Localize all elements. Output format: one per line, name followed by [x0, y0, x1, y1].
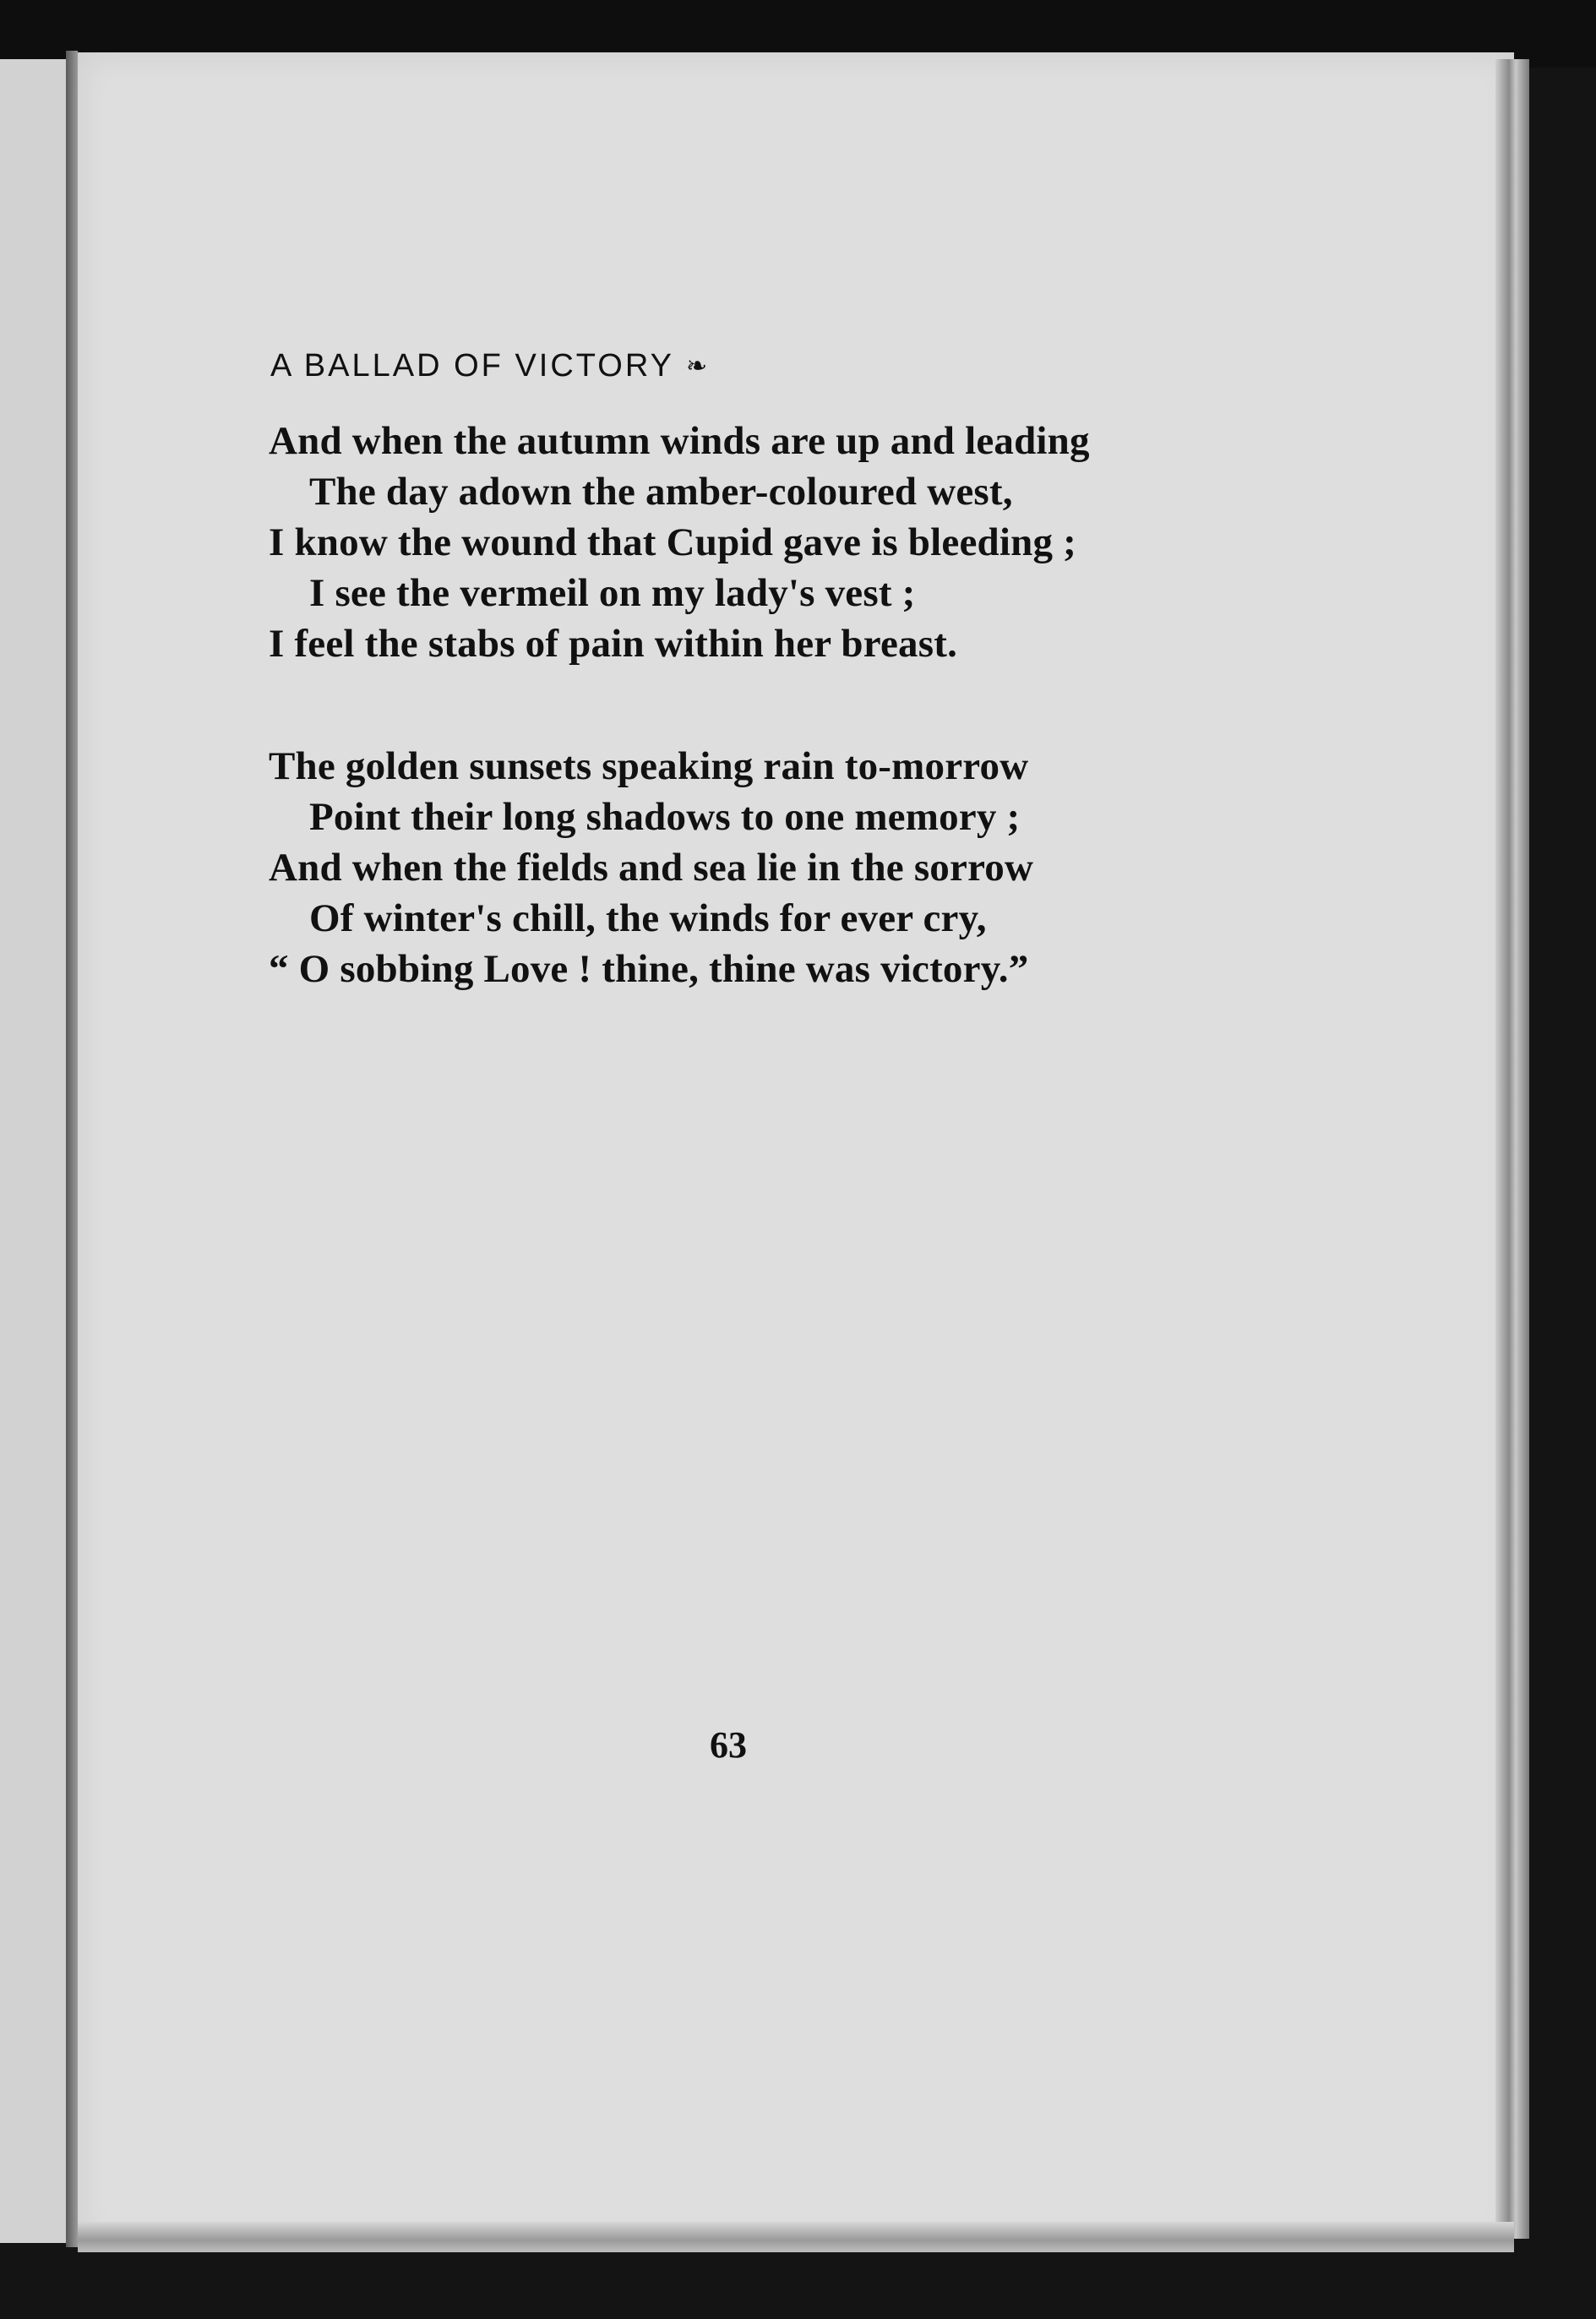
stanza-2	[269, 741, 1033, 994]
page-edge-bottom	[78, 2222, 1514, 2252]
running-head	[270, 348, 710, 384]
poem-line: “ O sobbing Love ! thine, thine was victory.”	[269, 947, 1029, 991]
page-number: 63	[710, 1724, 747, 1766]
gutter-shadow	[66, 51, 78, 2247]
running-head-title: A BALLAD OF VICTORY	[270, 348, 674, 384]
poem-line: Point their long shadows to one memory ;	[309, 795, 1021, 839]
page-edge-right	[1495, 59, 1529, 2239]
fleuron-icon: ❧	[685, 352, 711, 380]
poem-line: And when the fields and sea lie in the sorrow	[269, 846, 1034, 890]
poem-line: And when the autumn winds are up and leading	[269, 419, 1090, 463]
poem-line: The day adown the amber-coloured west,	[309, 470, 1013, 514]
poem-line: The golden sunsets speaking rain to-morrow	[269, 744, 1029, 788]
poem-line: I see the vermeil on my lady's vest ;	[309, 571, 916, 615]
poem-line: Of winter's chill, the winds for ever cry,	[309, 896, 987, 940]
stanza-1	[269, 416, 1090, 669]
poem-line: I know the wound that Cupid gave is bleeding ;	[269, 520, 1076, 564]
poem-line: I feel the stabs of pain within her breast.	[269, 622, 958, 666]
